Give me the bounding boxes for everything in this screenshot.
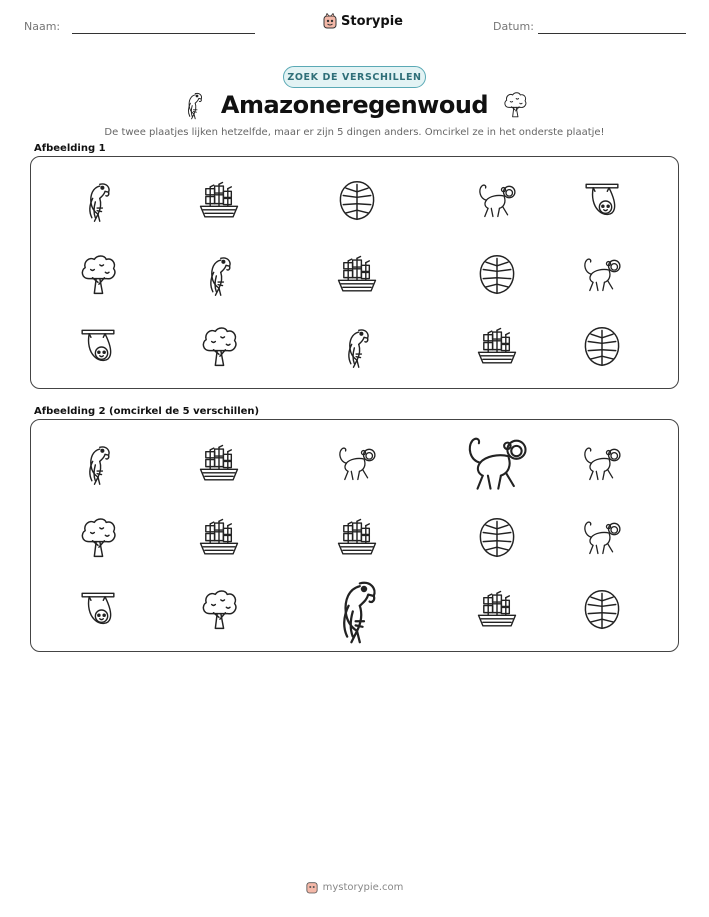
footer bbox=[0, 880, 709, 894]
picture2-ship-icon[interactable] bbox=[335, 516, 379, 560]
picture1-tree-icon bbox=[197, 325, 241, 369]
picture1-sloth-icon bbox=[76, 325, 120, 369]
picture1-leaf-icon bbox=[475, 253, 519, 297]
picture1-ship-icon bbox=[475, 325, 519, 369]
storypie-mascot-icon bbox=[306, 880, 318, 894]
picture1-leaf-icon bbox=[580, 325, 624, 369]
picture2-frame bbox=[30, 419, 679, 652]
picture2-ship-icon[interactable] bbox=[475, 588, 519, 632]
footer-url: mystorypie.com bbox=[322, 881, 404, 893]
picture1-ship-icon bbox=[335, 253, 379, 297]
picture2-parrot-icon[interactable] bbox=[76, 442, 120, 486]
picture1-monkey-icon bbox=[475, 179, 519, 223]
picture2-leaf-icon[interactable] bbox=[475, 516, 519, 560]
picture2-leaf-icon[interactable] bbox=[580, 588, 624, 632]
picture2-monkey-icon[interactable] bbox=[462, 429, 532, 499]
picture1-leaf-icon bbox=[335, 179, 379, 223]
picture2-monkey-icon[interactable] bbox=[335, 442, 379, 486]
date-line[interactable] bbox=[538, 33, 686, 34]
storypie-mascot-icon bbox=[323, 13, 337, 29]
picture2-ship-icon[interactable] bbox=[197, 442, 241, 486]
picture1-ship-icon bbox=[197, 179, 241, 223]
page-title: Amazoneregenwoud bbox=[220, 91, 489, 119]
picture1-monkey-icon bbox=[580, 253, 624, 297]
date-label: Datum: bbox=[493, 20, 534, 33]
picture1-parrot-icon bbox=[335, 325, 379, 369]
picture2-monkey-icon[interactable] bbox=[580, 516, 624, 560]
instructions: De twee plaatjes lijken hetzelfde, maar er zijn 5 dingen anders. Omcirkel ze in het onderste plaatje! bbox=[104, 127, 605, 138]
brand-name: Storypie bbox=[341, 13, 403, 29]
picture1-sloth-icon bbox=[580, 179, 624, 223]
picture1-tree-icon bbox=[76, 253, 120, 297]
picture2-label: Afbeelding 2 (omcirkel de 5 verschillen) bbox=[34, 406, 260, 417]
picture1-label: Afbeelding 1 bbox=[34, 143, 106, 154]
picture2-tree-icon[interactable] bbox=[76, 516, 120, 560]
picture2-monkey-icon[interactable] bbox=[580, 442, 624, 486]
picture1-grid bbox=[31, 157, 678, 388]
title-row bbox=[0, 90, 709, 120]
picture2-sloth-icon[interactable] bbox=[76, 588, 120, 632]
spot-the-difference-badge: ZOEK DE VERSCHILLEN bbox=[283, 66, 426, 88]
picture2-parrot-icon[interactable] bbox=[322, 575, 392, 645]
picture2-grid[interactable] bbox=[31, 420, 678, 651]
tree-decoration-icon bbox=[502, 90, 528, 120]
picture1-parrot-icon bbox=[197, 253, 241, 297]
name-line[interactable] bbox=[72, 33, 255, 34]
picture1-parrot-icon bbox=[76, 179, 120, 223]
picture2-ship-icon[interactable] bbox=[197, 516, 241, 560]
storypie-logo bbox=[323, 13, 403, 29]
picture1-frame bbox=[30, 156, 679, 389]
name-label: Naam: bbox=[24, 20, 61, 33]
parrot-decoration-icon bbox=[181, 90, 207, 120]
picture2-tree-icon[interactable] bbox=[197, 588, 241, 632]
